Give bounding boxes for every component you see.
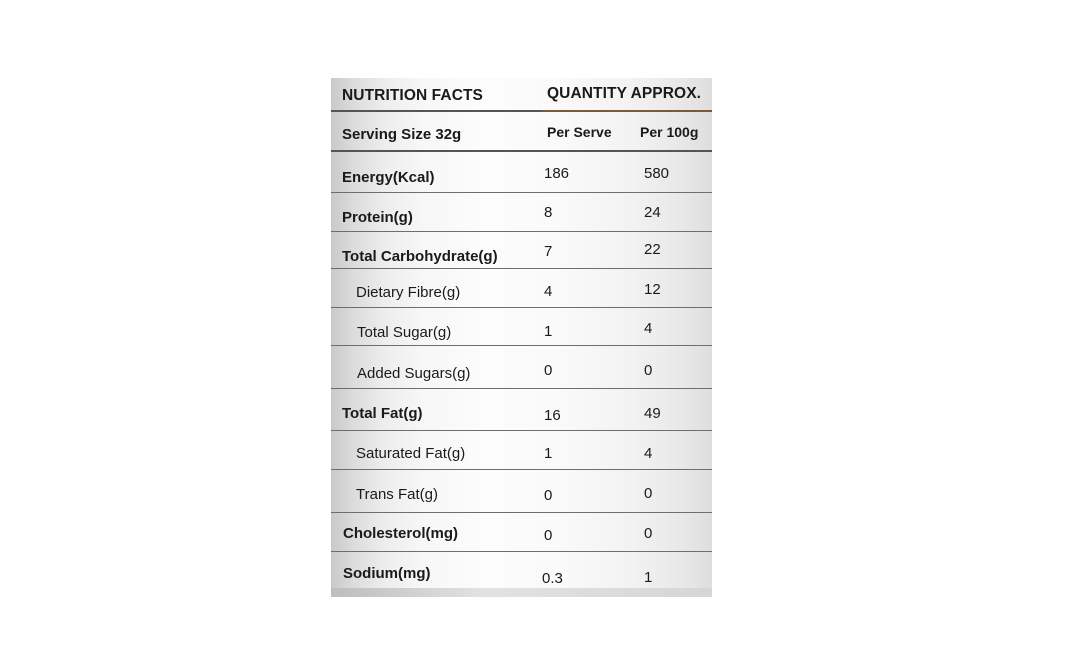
per-serve-value: 0 [544,362,553,379]
table-row [331,232,712,269]
nutrition-header-row [331,78,712,112]
per-serve-value: 186 [544,165,570,182]
nutrition-facts-label [331,78,712,597]
per-100g-value: 580 [644,165,670,182]
quantity-approx-heading: QUANTITY APPROX. [547,85,702,102]
per-serve-value: 7 [544,243,553,260]
nutrient-name: Total Fat(g) [342,405,423,422]
per-100g-value: 12 [644,281,661,298]
table-row [331,346,712,389]
per-serve-value: 0.3 [542,570,563,587]
label-bottom-edge [331,588,712,597]
nutrient-name: Added Sugars(g) [357,365,471,382]
table-row [331,470,712,513]
serving-size-row [331,112,712,152]
nutrient-name: Trans Fat(g) [356,486,438,503]
nutrient-name: Energy(Kcal) [342,169,435,186]
nutrient-name: Sodium(mg) [343,565,431,582]
per-serve-heading: Per Serve [547,124,612,140]
nutrient-name: Cholesterol(mg) [343,525,459,542]
per-100g-value: 1 [644,569,653,586]
per-100g-value: 0 [644,525,653,542]
per-100g-value: 4 [644,320,653,337]
table-row [331,193,712,232]
nutrient-name: Dietary Fibre(g) [356,284,461,301]
table-row [331,431,712,470]
table-row [331,389,712,431]
per-serve-value: 0 [544,527,553,544]
table-row [331,152,712,193]
per-100g-value: 4 [644,445,653,462]
nutrition-facts-title: NUTRITION FACTS [342,87,483,104]
per-serve-value: 1 [544,445,553,462]
serving-size-label: Serving Size 32g [342,126,462,143]
table-row [331,269,712,308]
per-100g-value: 22 [644,241,661,258]
per-serve-value: 16 [544,407,561,424]
per-100g-heading: Per 100g [640,124,699,140]
per-100g-value: 49 [644,405,661,422]
per-100g-value: 0 [644,485,653,502]
per-serve-value: 4 [544,283,553,300]
nutrient-name: Total Sugar(g) [357,324,452,341]
nutrient-name: Total Carbohydrate(g) [342,248,498,265]
per-100g-value: 24 [644,204,661,221]
per-100g-value: 0 [644,362,653,379]
nutrient-name: Saturated Fat(g) [356,445,466,462]
table-row [331,308,712,346]
per-serve-value: 1 [544,323,553,340]
per-serve-value: 0 [544,487,553,504]
table-row [331,513,712,552]
per-serve-value: 8 [544,204,553,221]
nutrient-name: Protein(g) [342,209,413,226]
